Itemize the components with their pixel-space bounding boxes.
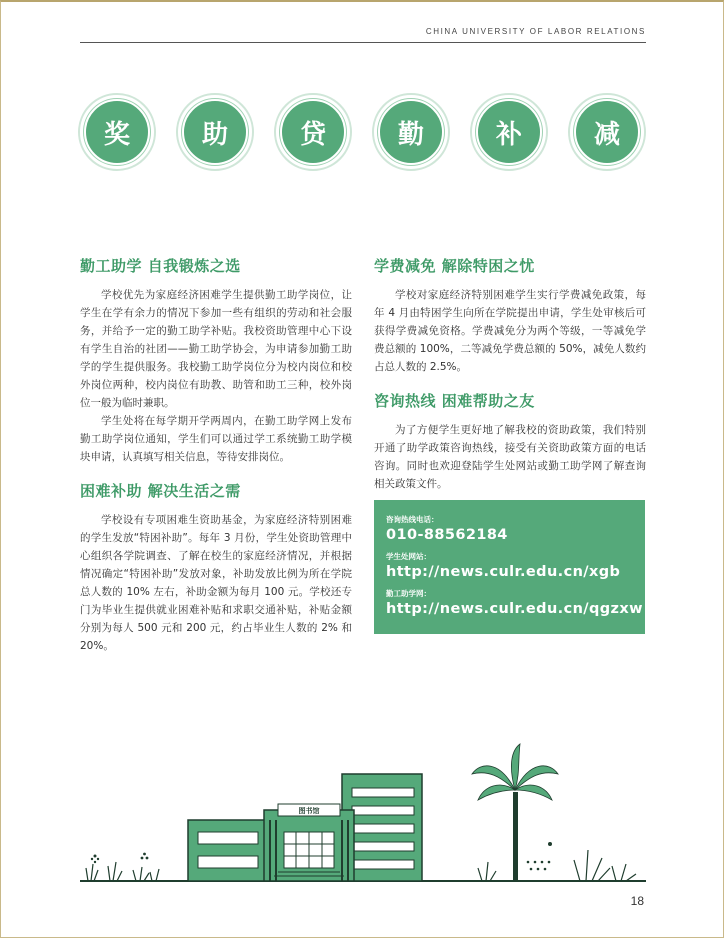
keyword-circle [372,93,450,171]
paragraph: 学校对家庭经济特别困难学生实行学费减免政策，每年 4 月由特困学生向所在学院提出申请，学生处审核后可获得学费减免资格。学费减免分为两个等级，一等减免学费总额的 100%，二等减免学费总额的 50%，减免人数约占总人数的 2.5%。 [374,289,646,373]
keyword-circle [274,93,352,171]
keyword-label: 奖 [84,99,150,165]
phone-label: 咨询热线电话： [386,515,439,524]
keyword-circle [78,93,156,171]
right-grass [478,850,636,881]
qgzx-link[interactable]: http://news.culr.edu.cn/qgzxw [386,601,643,617]
keyword-circles [78,93,648,173]
left-column [80,255,352,669]
left-grass [86,862,159,881]
palm-tree [472,744,558,881]
header-rule [80,42,646,43]
paragraph: 为了方便学生更好地了解我校的资助政策，我们特别开通了助学政策咨询热线，接受有关资助政策方面的电话咨询。同时也欢迎登陆学生处网站或勤工助学网了解查询相关政策文件。 [374,424,646,490]
section-hardship-subsidy [80,480,352,655]
paragraph: 学生处将在每学期开学两周内，在勤工助学网上发布勤工助学岗位通知，学生们可以通过学工系统勤工助学模块申请，认真填写相关信息，等待安排岗位。 [80,415,352,463]
keyword-label: 助 [182,99,248,165]
keyword-label: 减 [574,99,640,165]
library-sign: 图书馆 [298,807,320,815]
section-title: 咨询热线 困难帮助之友 [374,392,535,410]
phone-number[interactable]: 010-88562184 [386,527,508,543]
section-work-study [80,255,352,466]
keyword-label: 贷 [280,99,346,165]
flowers [91,853,149,864]
page-number: 18 [630,894,644,908]
paragraph: 学校设有专项困难生资助基金，为家庭经济特别困难的学生发放“特困补助”。每年 3 月份，学生处资助管理中心组织各学院调查、了解在校生的家庭经济情况，并根据情况确定“特困补助”发放对象，补助发放比例为所在学院总人数的 10% 左右，补助金额为每月 100 元。学校还专门为毕业生提供就业困难补贴和求职交通补贴，补贴金额分别为每人 500 元和 200 元，约占毕业生人数的 2% 和 20%。 [80,514,352,652]
sparkles [527,842,552,870]
paragraph: 学校优先为家庭经济困难学生提供勤工助学岗位，让学生在学有余力的情况下参加一些有组织的劳动和社会服务，并给予一定的勤工助学补贴。我校资助管理中心下设有学生自治的社团——勤工助学协会，为申请参加勤工助学的学生提供服务。我校勤工助学岗位分为校内岗位和校外岗位两种，校内岗位有助教、助管和助工三种，校外岗位一般为临时兼职。 [80,289,352,409]
section-title: 困难补助 解决生活之需 [80,482,241,500]
keyword-circle [568,93,646,171]
site-link[interactable]: http://news.culr.edu.cn/xgb [386,564,621,580]
keyword-label: 补 [476,99,542,165]
campus-illustration [80,740,646,882]
keyword-circle [470,93,548,171]
section-tuition-reduction [374,255,646,376]
keyword-label: 勤 [378,99,444,165]
hotline-box [374,500,645,634]
section-title: 勤工助学 自我锻炼之选 [80,257,241,275]
site-label: 学生处网站： [386,552,431,561]
keyword-circle [176,93,254,171]
section-hotline [374,390,646,493]
section-title: 学费减免 解除特困之忧 [374,257,535,275]
qgzx-label: 勤工助学网： [386,589,431,598]
header-university: CHINA UNIVERSITY OF LABOR RELATIONS [425,27,646,36]
right-column [374,255,646,507]
